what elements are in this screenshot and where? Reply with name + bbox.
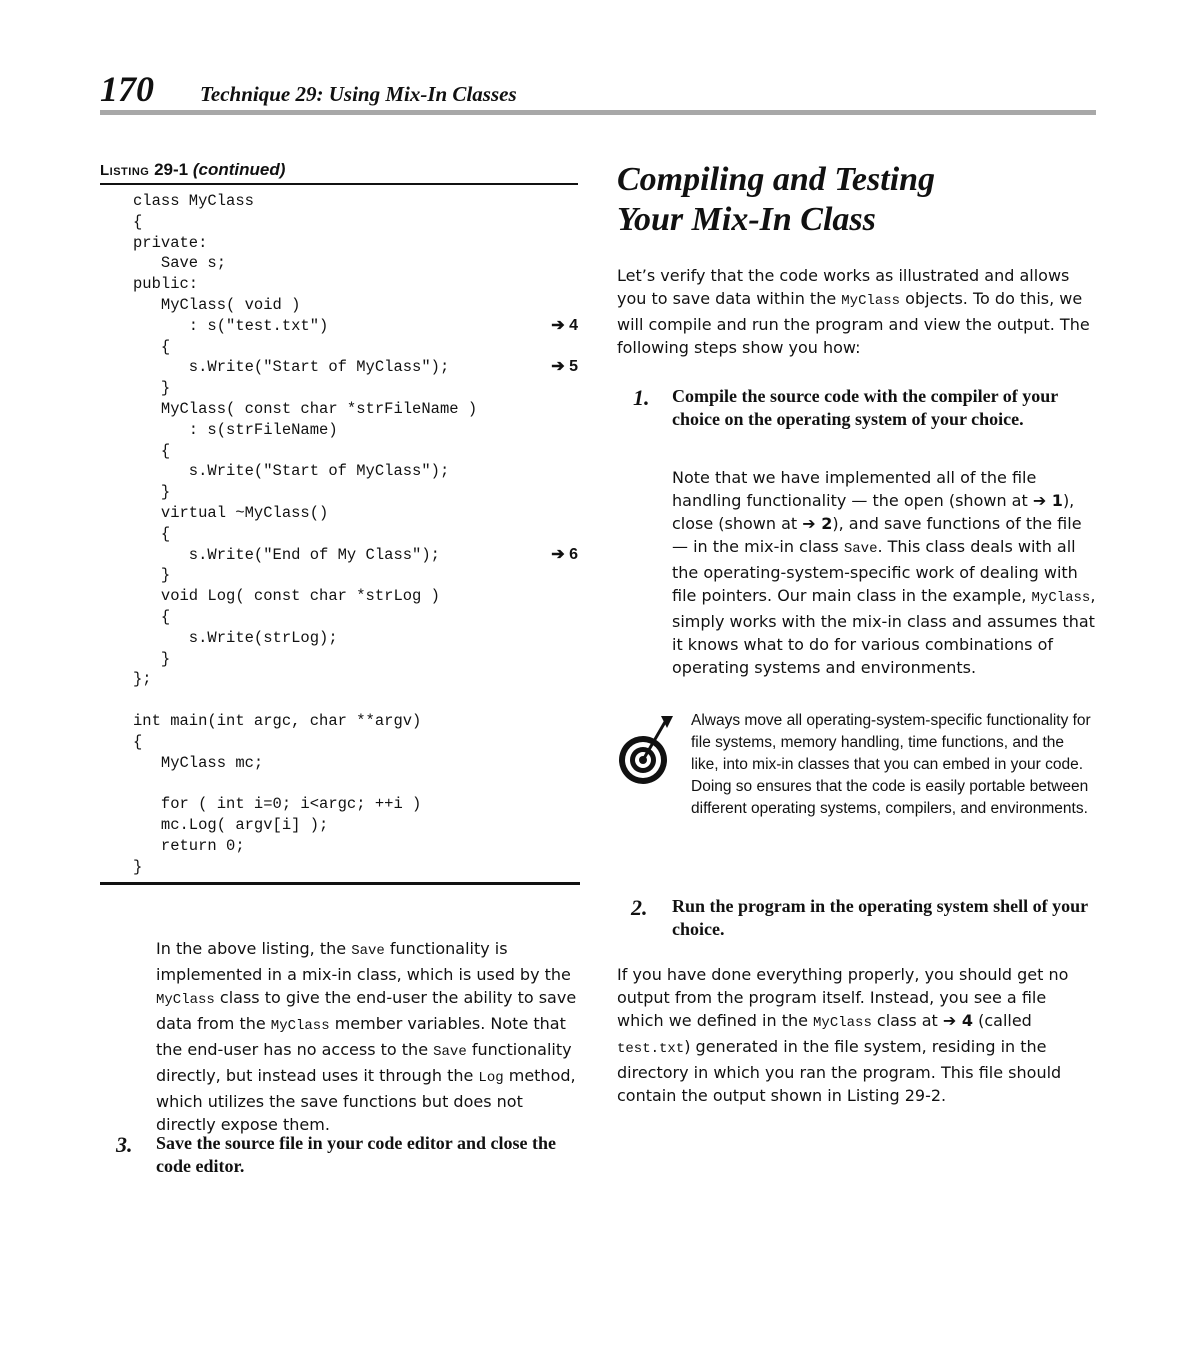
code-line-text: { [133, 607, 171, 626]
code-marker: ➔ 6 [551, 545, 578, 563]
tip-box [617, 710, 1097, 870]
outro-text: If you have done everything properly, you should get no output from the program itself. Instead, you see a file which we defined in the [617, 965, 1069, 1030]
code-line-text: } [133, 857, 143, 876]
note-text: ), and save functions of the file — in the mix-in class [672, 514, 1082, 556]
step-3 [116, 1132, 586, 1192]
marker-reference: ➔ 4 [942, 1011, 974, 1030]
listing-explanation [156, 937, 580, 1136]
code-line-text: virtual ~MyClass() [133, 503, 329, 522]
explanation-text: method, which utilizes the save functions but does not directly expose them. [156, 1066, 576, 1134]
marker-reference: ➔ 1 [1032, 491, 1063, 510]
code-line [133, 857, 578, 878]
code-line-text: MyClass( void ) [133, 295, 301, 314]
code-term: MyClass [813, 1015, 872, 1031]
running-head: Technique 29: Using Mix-In Classes [200, 82, 517, 106]
code-line-text: s.Write("End of My Class"); [133, 545, 440, 564]
code-term: test.txt [617, 1041, 685, 1057]
code-line [133, 753, 578, 774]
listing-label: Listing [100, 162, 150, 179]
section-title-line: Your Mix-In Class [617, 201, 876, 238]
code-line-text: } [133, 379, 171, 398]
note-text: Note that we have implemented all of the file handling functionality — the open (shown at [672, 468, 1037, 510]
code-line [133, 773, 578, 794]
code-term: Save [351, 943, 385, 959]
code-line-text: } [133, 649, 171, 668]
step-1 [633, 385, 1097, 457]
intro-paragraph [617, 264, 1095, 359]
listing-continued: (continued) [192, 160, 286, 179]
explanation-text: In the above listing, the [156, 939, 352, 958]
outro-text: ) generated in the file system, residing in the directory in which you ran the program. This file should contain the output shown in Listing 29-2. [617, 1037, 1062, 1105]
code-line-text: void Log( const char *strLog ) [133, 587, 440, 606]
code-line-text: { [133, 732, 143, 751]
outro-text: (called [973, 1011, 1032, 1030]
code-term: Log [478, 1070, 504, 1086]
code-line [133, 586, 578, 607]
code-line [133, 420, 578, 441]
code-line [133, 669, 578, 690]
code-line [133, 274, 578, 295]
code-line-text: } [133, 566, 171, 585]
code-line-text: : s(strFileName) [133, 420, 338, 439]
explanation-text: class to give the end-user the ability to save data from the [156, 988, 577, 1033]
code-line-text: public: [133, 275, 199, 294]
step-number: 1. [633, 385, 650, 410]
code-line [133, 565, 578, 586]
code-line [133, 649, 578, 670]
closing-paragraph [617, 963, 1095, 1107]
code-term: Save [433, 1044, 467, 1060]
page-number: 170 [100, 69, 154, 109]
code-line [133, 545, 578, 566]
step-number: 3. [116, 1132, 133, 1157]
code-line-text: s.Write(strLog); [133, 628, 338, 647]
code-line-text: { [133, 441, 171, 460]
tip-text: Always move all operating-system-specific functionality for file systems, memory handling, time functions, and the like, into mix-in classes that you can embed in your code. Doing so ensures that the code is easily portable between different operating systems, compilers, and environments. [691, 712, 1091, 817]
code-line [133, 836, 578, 857]
code-line [133, 357, 578, 378]
page-header [100, 68, 1096, 116]
code-line [133, 191, 578, 212]
target-icon [617, 712, 673, 788]
explanation-text: functionality is implemented in a mix-in class, which is used by the [156, 939, 571, 984]
code-line [133, 732, 578, 753]
section-title-line: Compiling and Testing [617, 161, 936, 198]
step-number: 2. [631, 895, 648, 920]
code-line-text: MyClass( const char *strFileName ) [133, 399, 478, 418]
code-line [133, 815, 578, 836]
explanation-text: member variables. Note that the end-user has no access to the [156, 1014, 566, 1059]
code-term: Save [843, 541, 878, 557]
note-text: . This class deals with all the operating-system-specific work of dealing with file pointers. Our main class in the example, [672, 537, 1078, 605]
code-line-text: { [133, 524, 171, 543]
step-2 [631, 895, 1097, 945]
code-line [133, 212, 578, 233]
code-term: MyClass [841, 293, 901, 309]
code-term: MyClass [1031, 590, 1091, 606]
step-1-note [672, 466, 1097, 679]
listing-bottom-rule [100, 882, 580, 885]
marker-reference: ➔ 2 [802, 514, 833, 533]
code-line-text: }; [133, 670, 152, 689]
code-line-text: class MyClass [133, 192, 254, 210]
code-term: MyClass [270, 1018, 330, 1034]
code-line [133, 337, 578, 358]
code-term: MyClass [156, 992, 215, 1008]
section-title [617, 160, 1097, 240]
code-listing [133, 191, 578, 877]
code-line [133, 233, 578, 254]
code-line [133, 316, 578, 337]
code-line [133, 628, 578, 649]
code-line-text: s.Write("Start of MyClass"); [133, 358, 450, 377]
code-line [133, 711, 578, 732]
code-line [133, 399, 578, 420]
code-line-text: return 0; [133, 836, 245, 855]
code-line [133, 461, 578, 482]
intro-text: objects. To do this, we will compile and run the program and view the output. The following steps show you how: [617, 289, 1090, 357]
step-text: Run the program in the operating system shell of your choice. [672, 896, 1088, 939]
code-line-text: : s("test.txt") [133, 316, 329, 335]
code-line-text: private: [133, 233, 208, 252]
code-line [133, 482, 578, 503]
code-line [133, 607, 578, 628]
code-line [133, 690, 578, 711]
code-line-text: for ( int i=0; i<argc; ++i ) [133, 795, 422, 814]
code-marker: ➔ 5 [551, 358, 578, 376]
code-line [133, 524, 578, 545]
code-line-text: { [133, 212, 143, 231]
code-line [133, 503, 578, 524]
code-line [133, 441, 578, 462]
code-line-text: { [133, 337, 171, 356]
header-rule [100, 110, 1096, 115]
code-line [133, 378, 578, 399]
listing-caption [100, 160, 578, 185]
code-line-text: int main(int argc, char **argv) [133, 711, 422, 730]
code-line-text: mc.Log( argv[i] ); [133, 815, 329, 834]
step-text: Save the source file in your code editor and close the code editor. [156, 1133, 556, 1176]
code-line [133, 794, 578, 815]
code-line-text: MyClass mc; [133, 753, 264, 772]
code-line-text: s.Write("Start of MyClass"); [133, 462, 450, 481]
note-text: , simply works with the mix-in class and assumes that it knows what to do for various combinations of operating systems and environments. [672, 586, 1096, 677]
code-line [133, 295, 578, 316]
intro-text: Let’s verify that the code works as illustrated and allows you to save data within the [617, 266, 1070, 308]
note-text: ), close (shown at [672, 491, 1075, 533]
code-line-text: } [133, 483, 171, 502]
code-line [133, 253, 578, 274]
listing-number: 29-1 [154, 160, 189, 179]
outro-text: class at [871, 1011, 943, 1030]
step-text: Compile the source code with the compiler of your choice on the operating system of your choice. [672, 386, 1058, 429]
explanation-text: functionality directly, but instead uses it through the [156, 1040, 572, 1085]
code-marker: ➔ 4 [551, 316, 578, 334]
code-line-text: Save s; [133, 254, 227, 273]
